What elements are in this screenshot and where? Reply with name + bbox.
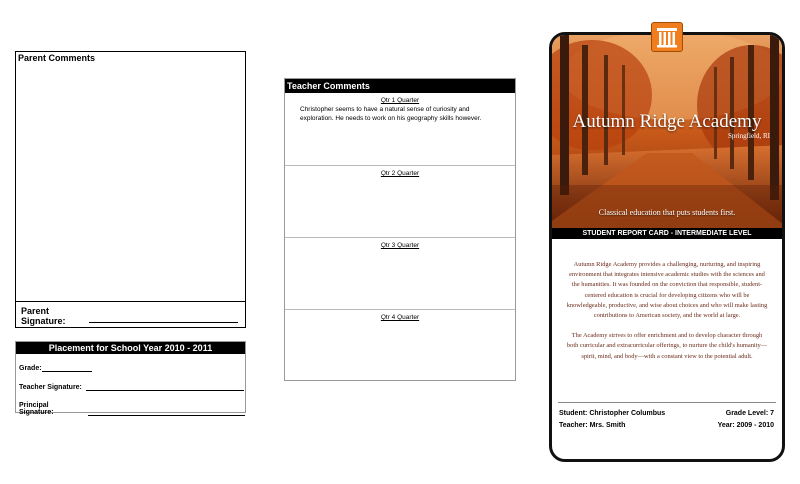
principal-signature-line	[88, 408, 245, 416]
quarter-3-box[interactable]	[285, 237, 515, 310]
parent-signature-label-line2: Signature:	[21, 316, 66, 326]
quarter-3-label: Qtr 3 Quarter	[380, 242, 420, 249]
mission-statement	[566, 260, 768, 372]
principal-signature-label: Principal Signature:	[19, 402, 54, 416]
teacher-name: Teacher: Mrs. Smith	[559, 422, 626, 429]
quarter-2-box[interactable]	[285, 165, 515, 238]
mission-paragraph-2: The Academy strives to offer enrichment and to develop character through both curricular and extracurricular offerings, to nurture the child's humanity—spirit, mind, and body—with a constant view to the potential adult.	[566, 332, 768, 360]
cover-panel	[549, 32, 785, 462]
school-year: Year: 2009 - 2010	[717, 422, 774, 429]
teacher-comments-box	[284, 78, 516, 381]
parent-comments-title: Parent Comments	[18, 53, 96, 63]
mission-paragraph-1: Autumn Ridge Academy provides a challenging, nurturing, and inspiring environment that integrates intensive academic studies with the sciences and the humanities. It was founded on the conviction that responsible, student-centered education is crucial for developing citizens who will be knowledgeable, productive, and wise about choices and who will make lasting contributions to American society, and the world at large.	[566, 261, 768, 320]
hero-image	[552, 35, 782, 228]
cover-divider	[558, 402, 776, 403]
placement-box	[15, 341, 246, 416]
parent-signature-label	[21, 306, 66, 326]
teacher-comments-title: Teacher Comments	[285, 79, 515, 93]
grade-line	[42, 364, 92, 372]
quarter-4-label: Qtr 4 Quarter	[380, 314, 420, 321]
column-icon-graphic	[652, 23, 682, 51]
placement-title: Placement for School Year 2010 - 2011	[16, 342, 245, 354]
teacher-signature-line	[86, 383, 244, 391]
parent-signature-line	[89, 322, 238, 323]
quarter-4-box[interactable]	[285, 309, 515, 382]
quarter-1-comment: Christopher seems to have a natural sense of curiosity and exploration. He needs to work on his geography skills however.	[300, 106, 482, 122]
teacher-signature-label: Teacher Signature:	[19, 384, 82, 391]
school-tagline: Classical education that puts students first.	[598, 208, 736, 217]
grade-level: Grade Level: 7	[725, 410, 774, 417]
parent-signature-box[interactable]	[15, 301, 246, 328]
principal-signature-row[interactable]	[19, 402, 245, 416]
quarter-1-box[interactable]	[285, 93, 515, 165]
quarter-1-label: Qtr 1 Quarter	[380, 97, 420, 104]
grade-label: Grade:	[19, 365, 42, 372]
parent-comments-box[interactable]	[15, 51, 246, 302]
quarter-2-label: Qtr 2 Quarter	[380, 170, 420, 177]
teacher-signature-row[interactable]	[19, 383, 244, 391]
school-location: Springfield, RI	[728, 132, 770, 140]
student-name: Student: Christopher Columbus	[559, 410, 666, 417]
parent-signature-label-line1: Parent	[21, 306, 50, 316]
report-title: STUDENT REPORT CARD - INTERMEDIATE LEVEL	[552, 228, 782, 239]
column-icon	[651, 22, 683, 52]
grade-row[interactable]	[19, 364, 92, 372]
school-name: Autumn Ridge Academy	[572, 111, 762, 132]
